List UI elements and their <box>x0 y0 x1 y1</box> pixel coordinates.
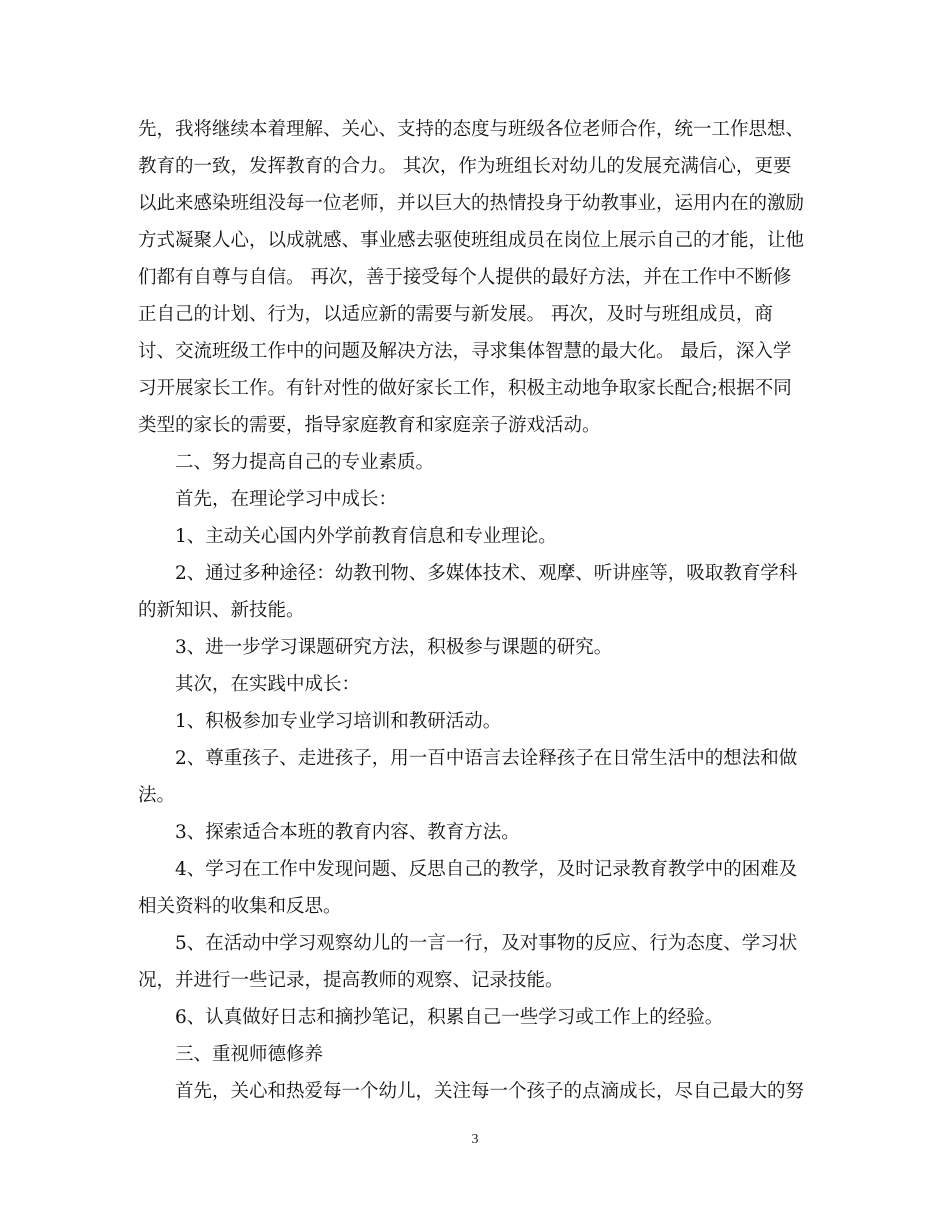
text-line: 法。 <box>138 785 176 806</box>
text-line: 以此来感染班组没每一位老师，并以巨大的热情投身于幼教事业，运用内在的激励 <box>138 193 805 214</box>
text-line: 的新知识、新技能。 <box>138 600 305 621</box>
text-line: 们都有自尊与自信。 再次，善于接受每个人提供的最好方法，并在工作中不断修 <box>138 267 792 288</box>
list-item: 2、通过多种途径：幼教刊物、多媒体技术、观摩、听讲座等，吸取教育学科 <box>175 563 798 584</box>
section-heading: 二、努力提高自己的专业素质。 <box>175 452 435 473</box>
page-number: 3 <box>471 1132 479 1147</box>
list-item: 1、主动关心国内外学前教育信息和专业理论。 <box>175 526 557 547</box>
sub-heading: 其次，在实践中成长： <box>175 674 361 695</box>
text-line: 类型的家长的需要，指导家庭教育和家庭亲子游戏活动。 <box>138 415 601 436</box>
text-line: 首先，关心和热爱每一个幼儿，关注每一个孩子的点滴成长，尽自己最大的努 <box>175 1081 805 1102</box>
text-line: 习开展家长工作。有针对性的做好家长工作，积极主动地争取家长配合;根据不同 <box>138 378 792 399</box>
text-line: 教育的一致，发挥教育的合力。 其次，作为班组长对幼儿的发展充满信心，更要 <box>138 156 792 177</box>
text-line: 相关资料的收集和反思。 <box>138 896 342 917</box>
text-line: 正自己的计划、行为，以适应新的需要与新发展。 再次，及时与班组成员，商 <box>138 304 773 325</box>
list-item: 2、尊重孩子、走进孩子，用一百中语言去诠释孩子在日常生活中的想法和做 <box>175 748 798 769</box>
text-line: 况，并进行一些记录，提高教师的观察、记录技能。 <box>138 970 564 991</box>
text-line: 先，我将继续本着理解、关心、支持的态度与班级各位老师合作，统一工作思想、 <box>138 119 805 140</box>
list-item: 5、在活动中学习观察幼儿的一言一行，及对事物的反应、行为态度、学习状 <box>175 933 798 954</box>
sub-heading: 首先，在理论学习中成长： <box>175 489 398 510</box>
list-item: 4、学习在工作中发现问题、反思自己的教学，及时记录教育教学中的困难及 <box>175 859 798 880</box>
list-item: 3、进一步学习课题研究方法，积极参与课题的研究。 <box>175 637 613 658</box>
text-line: 方式凝聚人心，以成就感、事业感去驱使班组成员在岗位上展示自己的才能，让他 <box>138 230 805 251</box>
text-line: 讨、交流班级工作中的问题及解决方法，寻求集体智慧的最大化。 最后，深入学 <box>138 341 792 362</box>
section-heading: 三、重视师德修养 <box>175 1044 324 1065</box>
list-item: 3、探索适合本班的教育内容、教育方法。 <box>175 822 520 843</box>
list-item: 6、认真做好日志和摘抄笔记，积累自己一些学习或工作上的经验。 <box>175 1007 724 1028</box>
list-item: 1、积极参加专业学习培训和教研活动。 <box>175 711 502 732</box>
